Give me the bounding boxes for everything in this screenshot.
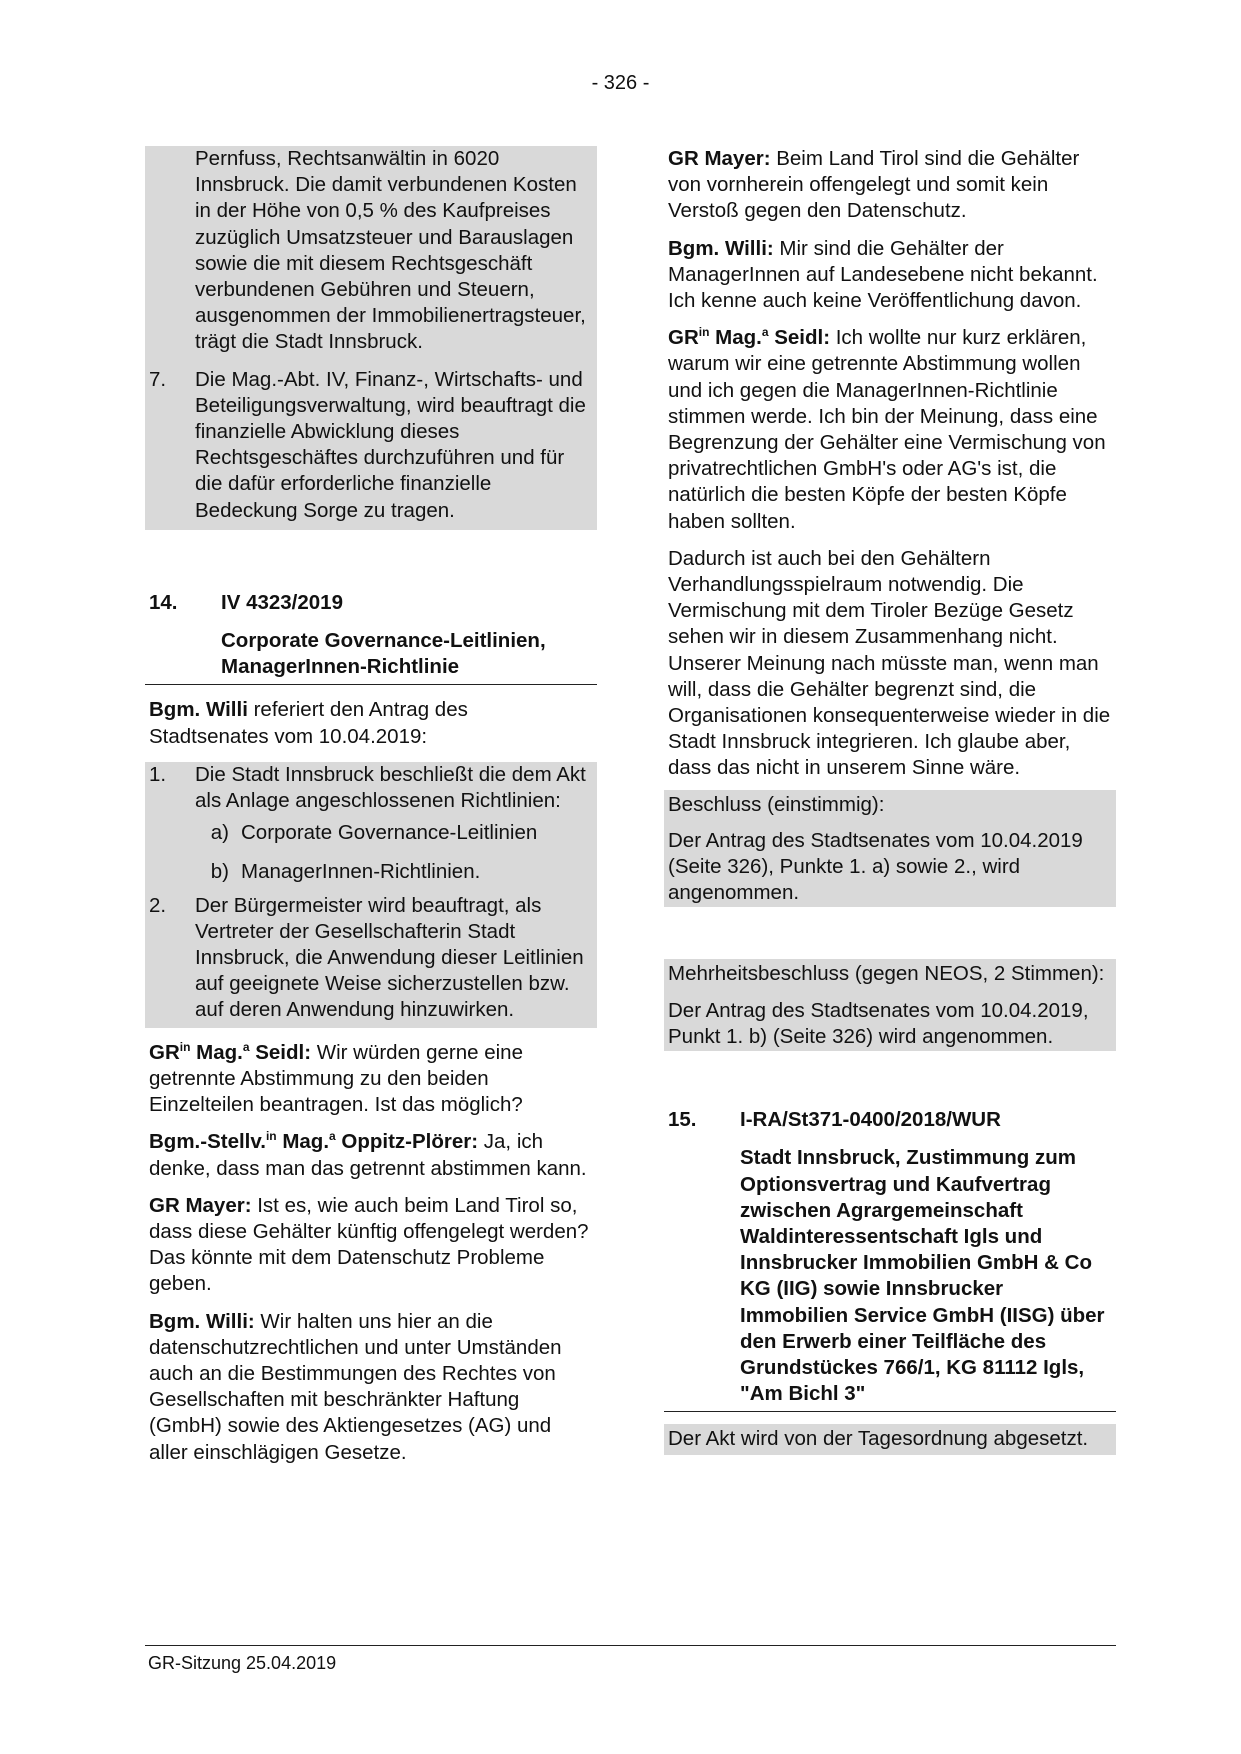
- resolution-block-2: [664, 959, 1116, 1051]
- continued-item: [145, 146, 597, 356]
- statement-seidl: [664, 325, 1116, 535]
- footer-divider: [145, 1645, 1116, 1646]
- statement-mayer: [145, 1193, 597, 1298]
- statement-text: Ja, ich denke, dass man das getrennt abstimmen kann.: [149, 1130, 587, 1180]
- intro-paragraph: [145, 697, 597, 749]
- agenda-number: 14.: [149, 590, 178, 614]
- resolution-text: Der Akt wird von der Tagesordnung abgesetzt.: [668, 1427, 1089, 1451]
- paragraph-text: referiert den Antrag des Stadtsenates vom 10.04.2019:: [149, 698, 468, 748]
- statement-text: Wir halten uns hier an die datenschutzrechtlichen und unter Umständen auch an die Bestimmungen des Rechtes von Gesellschaften mit beschränkter Haftung (GmbH) sowie des Aktiengesetzes (AG) und aller einschlägigen Gesetze.: [149, 1309, 562, 1464]
- motion-continuation-block: [145, 146, 597, 530]
- item-letter: b): [210, 860, 229, 884]
- agenda-reference: IV 4323/2019: [221, 590, 343, 614]
- resolution-label: Beschluss (einstimmig):: [668, 792, 885, 816]
- statement-oppitz-ploerer: [145, 1129, 597, 1181]
- speaker-name: GR Mayer:: [149, 1193, 252, 1217]
- resolution-block-3: [664, 1424, 1116, 1454]
- agenda-reference: I-RA/St371-0400/2018/WUR: [740, 1108, 1001, 1132]
- item-number: 1.: [149, 762, 167, 786]
- agenda-item-15-title: Stadt Innsbruck, Zustimmung zum Optionsvertrag und Kaufvertrag zwischen Agrargemeinschaft Waldinteressentschaft Igls und Innsbrucker Immobilien GmbH & Co KG (IIG) sowie Innsbrucker Immobilien Service GmbH (IISG) über den Erwerb einer Teilfläche des Grundstückes 766/1, KG 81112 Igls, "Am Bichl 3": [664, 1145, 1116, 1412]
- item-letter: a): [210, 821, 229, 845]
- resolution-label: Mehrheitsbeschluss (gegen NEOS, 2 Stimmen):: [668, 962, 1105, 986]
- agenda-item-14-heading: [145, 590, 597, 616]
- speaker-name: Bgm. Willi: [149, 698, 248, 722]
- item-text: Der Bürgermeister wird beauftragt, als Vertreter der Gesellschafterin Stadt Innsbruck, die Anwendung dieser Leitlinien auf geeignete Weise sicherzustellen bzw. auf deren Anwendung hinzuwirken.: [195, 893, 584, 1022]
- statement-seidl-continued: Dadurch ist auch bei den Gehältern Verhandlungsspielraum notwendig. Die Vermischung mit dem Tiroler Bezüge Gesetz sehen wir in diesem Zusammenhang nicht. Unserer Meinung nach müsste man, wenn man will, dass die Gehälter begrenzt sind, die Organisationen konsequenterweise wieder in die Stadt Innsbruck integrieren. Ich glaube aber, dass das nicht in unserem Sinne wäre.: [668, 546, 1111, 780]
- motion-item-1a: [145, 814, 597, 853]
- motion-item-1b: [145, 853, 597, 892]
- item-text: Corporate Governance-Leitlinien: [241, 821, 538, 845]
- statement-text: Ich wollte nur kurz erklären, warum wir eine getrennte Abstimmung wollen und ich gegen die ManagerInnen-Richtlinie stimmen werde. Ich bin der Meinung, dass eine Begrenzung der Gehälter eine Vermischung von privatrechtlichen GmbH's oder AG's ist, die natürlich die besten Köpfe der besten Köpfe haben sollten.: [668, 326, 1106, 533]
- item-text: ManagerInnen-Richtlinien.: [241, 860, 481, 884]
- agenda-number: 15.: [668, 1108, 697, 1132]
- speaker-name: $GR^{in}$ Mag.$^a$ Seidl:: [668, 325, 831, 350]
- speaker-name: GR Mayer:: [668, 147, 771, 170]
- footer-session-date: GR-Sitzung 25.04.2019: [148, 1653, 337, 1673]
- speaker-name: Bgm. Willi:: [668, 236, 774, 260]
- resolution-block-1: [664, 790, 1116, 908]
- resolution-text: Der Antrag des Stadtsenates vom 10.04.2019, Punkt 1. b) (Seite 326) wird angenommen.: [668, 998, 1089, 1048]
- speaker-name: Bgm.-Stellv.$^{in}$ Mag.$^a$ Oppitz-Plörer:: [149, 1129, 479, 1154]
- item-number: 2.: [149, 893, 167, 917]
- statement-text: Ist es, wie auch beim Land Tirol so, dass diese Gehälter künftig offengelegt werden? Das könnte mit dem Datenschutz Probleme geben.: [149, 1193, 589, 1296]
- statement-seidl: [145, 1040, 597, 1119]
- statement-text: Wir würden gerne eine getrennte Abstimmung zu den beiden Einzelteilen beantragen. Ist das möglich?: [149, 1040, 523, 1117]
- statement-willi: [145, 1309, 597, 1466]
- motion-item-2: [145, 893, 597, 1024]
- agenda-item-14-title: Corporate Governance-Leitlinien, ManagerInnen-Richtlinie: [145, 628, 597, 685]
- right-column: [664, 146, 1116, 1455]
- statement-text: Beim Land Tirol sind die Gehälter von vornherein offengelegt und somit kein Verstoß gegen den Datenschutz.: [668, 147, 1080, 223]
- resolution-text: Der Antrag des Stadtsenates vom 10.04.2019 (Seite 326), Punkte 1. a) sowie 2., wird angenommen.: [668, 828, 1083, 905]
- speaker-name: $GR^{in}$ Mag.$^a$ Seidl:: [149, 1039, 312, 1064]
- statement-willi: [664, 236, 1116, 315]
- item-number: 7.: [149, 367, 167, 391]
- continued-item-text: Pernfuss, Rechtsanwältin in 6020 Innsbruck. Die damit verbundenen Kosten in der Höhe von 0,5 % des Kaufpreises zuzüglich Umsatzsteuer und Barauslagen sowie die mit diesem Rechtsgeschäft verbundenen Gebühren und Steuern, ausgenommen der Immobilienertragsteuer, trägt die Stadt Innsbruck.: [195, 147, 586, 354]
- motion-block: [145, 762, 597, 1028]
- motion-item-7: [145, 367, 597, 524]
- item-text: Die Stadt Innsbruck beschließt die dem Akt als Anlage angeschlossenen Richtlinien:: [195, 762, 586, 813]
- motion-item-1: [145, 762, 597, 814]
- speaker-name: Bgm. Willi:: [149, 1309, 255, 1333]
- statement-text: Mir sind die Gehälter der ManagerInnen auf Landesebene nicht bekannt. Ich kenne auch keine Veröffentlichung davon.: [668, 236, 1098, 313]
- statement-mayer: [664, 146, 1116, 225]
- page-number: - 326 -: [591, 72, 650, 94]
- item-text: Die Mag.-Abt. IV, Finanz-, Wirtschafts- und Beteiligungsverwaltung, wird beauftragt die finanzielle Abwicklung dieses Rechtsgeschäftes durchzuführen und für die dafür erforderliche finanzielle Bedeckung Sorge zu tragen.: [195, 367, 586, 522]
- agenda-item-15-heading: [664, 1107, 1116, 1133]
- left-column: [145, 146, 597, 1477]
